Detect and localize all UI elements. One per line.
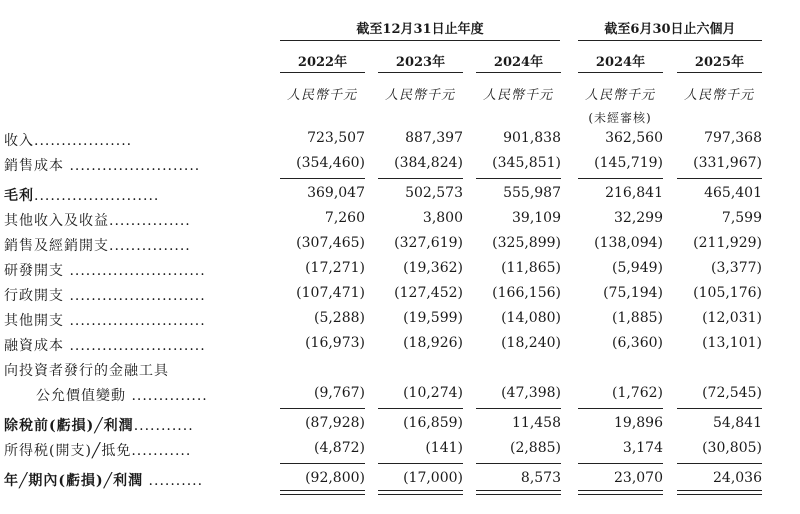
value-finance-2023: (18,926): [403, 335, 463, 351]
value-other-exp-2024h1: (1,885): [611, 310, 663, 326]
value-other-income-2024h1: 32,299: [614, 210, 663, 226]
row-label-fair-value-change: [36, 385, 208, 405]
value-tax-2025h1: (30,805): [702, 440, 762, 456]
value-rnd-2024h1: (5,949): [611, 260, 663, 276]
value-selling-2025h1: (211,929): [693, 235, 762, 251]
subtotal-rule: [280, 408, 365, 409]
value-finance-2022: (16,973): [305, 335, 365, 351]
value-tax-2023: (141): [425, 440, 463, 456]
row-label-selling-distribution: [4, 235, 191, 255]
row-label-cost-of-sales: [4, 155, 200, 175]
subtotal-rule: [677, 463, 762, 464]
group-header-year-end: 截至12月31日止年度: [356, 22, 484, 37]
value-pbt-2024: 11,458: [512, 415, 561, 431]
row-label-text: 向投資者發行的金融工具: [4, 363, 169, 379]
value-revenue-2022: 723,507: [307, 130, 365, 146]
year-header-4: 2024年: [595, 55, 646, 70]
year-header-5: 2025年: [694, 55, 745, 70]
subtotal-rule: [476, 463, 561, 464]
subtotal-rule: [280, 463, 365, 464]
leader-dots: .........................: [64, 313, 206, 329]
value-cost-of-sales-2023: (384,824): [394, 155, 463, 171]
row-label-other-expenses: [4, 310, 206, 330]
row-label-text: 銷售及經銷開支: [4, 238, 109, 254]
subtotal-rule: [280, 178, 365, 179]
value-other-income-2024: 39,109: [512, 210, 561, 226]
value-selling-2022: (307,465): [296, 235, 365, 251]
total-double-rule: [677, 490, 762, 495]
group-header-six-months: 截至6月30日止六個月: [604, 22, 736, 37]
value-rnd-2023: (19,362): [403, 260, 463, 276]
subtotal-rule: [378, 408, 463, 409]
leader-dots: ........................: [64, 158, 201, 174]
leader-dots: ..................: [34, 133, 133, 149]
leader-dots: .........................: [64, 263, 206, 279]
value-fair-value-2022: (9,767): [313, 385, 365, 401]
group-rule-year-end: [280, 40, 560, 41]
leader-dots: ...............: [109, 213, 191, 229]
row-label-revenue: [4, 130, 132, 150]
subtotal-rule: [578, 178, 663, 179]
value-net-2025h1: 24,036: [713, 470, 762, 486]
row-label-text: 年╱期內(虧損)╱利潤: [4, 473, 144, 489]
subtotal-rule: [578, 463, 663, 464]
subtotal-rule: [476, 408, 561, 409]
total-double-rule: [578, 490, 663, 495]
value-gross-profit-2025h1: 465,401: [704, 185, 762, 201]
row-label-text: 除稅前(虧損)╱利潤: [4, 418, 134, 434]
row-label-text: 銷售成本: [4, 158, 64, 174]
value-fair-value-2024: (47,398): [501, 385, 561, 401]
row-label-administrative: [4, 285, 206, 305]
year-header-2: 2023年: [395, 55, 446, 70]
value-pbt-2025h1: 54,841: [713, 415, 762, 431]
value-other-income-2025h1: 7,599: [721, 210, 762, 226]
value-revenue-2025h1: 797,368: [704, 130, 762, 146]
unit-header-4: 人民幣千元: [584, 88, 655, 103]
subtotal-rule: [476, 178, 561, 179]
value-selling-2024: (325,899): [492, 235, 561, 251]
row-label-finance-costs: [4, 335, 206, 355]
value-other-income-2023: 3,800: [422, 210, 463, 226]
year-rule-2: [378, 72, 463, 73]
unit-header-1: 人民幣千元: [286, 88, 357, 103]
subtotal-rule: [677, 178, 762, 179]
year-rule-5: [677, 72, 762, 73]
value-finance-2024h1: (6,360): [611, 335, 663, 351]
value-net-2024: 8,573: [520, 470, 561, 486]
value-admin-2025h1: (105,176): [693, 285, 762, 301]
value-gross-profit-2024h1: 216,841: [605, 185, 663, 201]
value-fair-value-2024h1: (1,762): [611, 385, 663, 401]
value-revenue-2024: 901,838: [503, 130, 561, 146]
value-cost-of-sales-2024h1: (145,719): [594, 155, 663, 171]
row-label-financial-instruments: [4, 360, 169, 380]
value-net-2024h1: 23,070: [614, 470, 663, 486]
row-label-other-income: [4, 210, 191, 230]
value-selling-2023: (327,619): [394, 235, 463, 251]
value-pbt-2023: (16,859): [403, 415, 463, 431]
leader-dots: ...........: [133, 418, 194, 434]
value-finance-2025h1: (13,101): [702, 335, 762, 351]
subtotal-rule: [578, 408, 663, 409]
row-label-text: 公允價值變動: [36, 388, 126, 404]
value-rnd-2024: (11,865): [501, 260, 561, 276]
value-admin-2024: (166,156): [492, 285, 561, 301]
row-label-rnd: [4, 260, 206, 280]
unit-header-2: 人民幣千元: [384, 88, 455, 103]
row-label-text: 收入: [4, 133, 34, 149]
value-rnd-2025h1: (3,377): [710, 260, 762, 276]
row-label-text: 融資成本: [4, 338, 64, 354]
unit-header-5: 人民幣千元: [683, 88, 754, 103]
leader-dots: ..............: [126, 388, 208, 404]
value-gross-profit-2024: 555,987: [503, 185, 561, 201]
row-label-text: 其他開支: [4, 313, 64, 329]
value-other-exp-2022: (5,288): [313, 310, 365, 326]
value-other-exp-2023: (19,599): [403, 310, 463, 326]
leader-dots: ...............: [109, 238, 191, 254]
value-cost-of-sales-2025h1: (331,967): [693, 155, 762, 171]
value-finance-2024: (18,240): [501, 335, 561, 351]
value-admin-2024h1: (75,194): [603, 285, 663, 301]
value-revenue-2024h1: 362,560: [605, 130, 663, 146]
value-net-2023: (17,000): [403, 470, 463, 486]
unit-header-3: 人民幣千元: [482, 88, 553, 103]
year-header-1: 2022年: [297, 55, 348, 70]
value-net-2022: (92,800): [305, 470, 365, 486]
row-label-text: 行政開支: [4, 288, 64, 304]
value-selling-2024h1: (138,094): [594, 235, 663, 251]
value-fair-value-2023: (10,274): [403, 385, 463, 401]
leader-dots: .......................: [34, 188, 160, 204]
leader-dots: ...........: [131, 443, 192, 459]
leader-dots: .........................: [64, 288, 206, 304]
row-label-net-profit: [4, 470, 203, 490]
total-double-rule: [280, 490, 365, 495]
year-rule-3: [476, 72, 561, 73]
year-rule-1: [280, 72, 365, 73]
value-cost-of-sales-2022: (354,460): [296, 155, 365, 171]
value-pbt-2022: (87,928): [305, 415, 365, 431]
subtotal-rule: [378, 178, 463, 179]
value-cost-of-sales-2024: (345,851): [492, 155, 561, 171]
row-label-text: 所得税(開支)╱抵免: [4, 443, 132, 459]
leader-dots: .........................: [64, 338, 206, 354]
value-other-income-2022: 7,260: [324, 210, 365, 226]
unaudited-note: (未經審核): [588, 111, 652, 125]
year-header-3: 2024年: [493, 55, 544, 70]
value-other-exp-2024: (14,080): [501, 310, 561, 326]
value-gross-profit-2022: 369,047: [307, 185, 365, 201]
value-pbt-2024h1: 19,896: [614, 415, 663, 431]
row-label-text: 毛利: [4, 188, 34, 204]
total-double-rule: [476, 490, 561, 495]
value-admin-2022: (107,471): [296, 285, 365, 301]
year-rule-4: [578, 72, 663, 73]
value-revenue-2023: 887,397: [405, 130, 463, 146]
row-label-income-tax: [4, 440, 191, 460]
row-label-text: 研發開支: [4, 263, 64, 279]
group-rule-six-months: [578, 40, 762, 41]
total-double-rule: [378, 490, 463, 495]
value-admin-2023: (127,452): [394, 285, 463, 301]
value-tax-2024: (2,885): [509, 440, 561, 456]
value-fair-value-2025h1: (72,545): [702, 385, 762, 401]
subtotal-rule: [378, 463, 463, 464]
value-rnd-2022: (17,271): [305, 260, 365, 276]
value-tax-2024h1: 3,174: [622, 440, 663, 456]
value-gross-profit-2023: 502,573: [405, 185, 463, 201]
subtotal-rule: [677, 408, 762, 409]
leader-dots: ..........: [143, 473, 204, 489]
row-label-profit-before-tax: [4, 415, 194, 435]
row-label-text: 其他收入及收益: [4, 213, 109, 229]
value-other-exp-2025h1: (12,031): [702, 310, 762, 326]
row-label-gross-profit: [4, 185, 159, 205]
value-tax-2022: (4,872): [313, 440, 365, 456]
